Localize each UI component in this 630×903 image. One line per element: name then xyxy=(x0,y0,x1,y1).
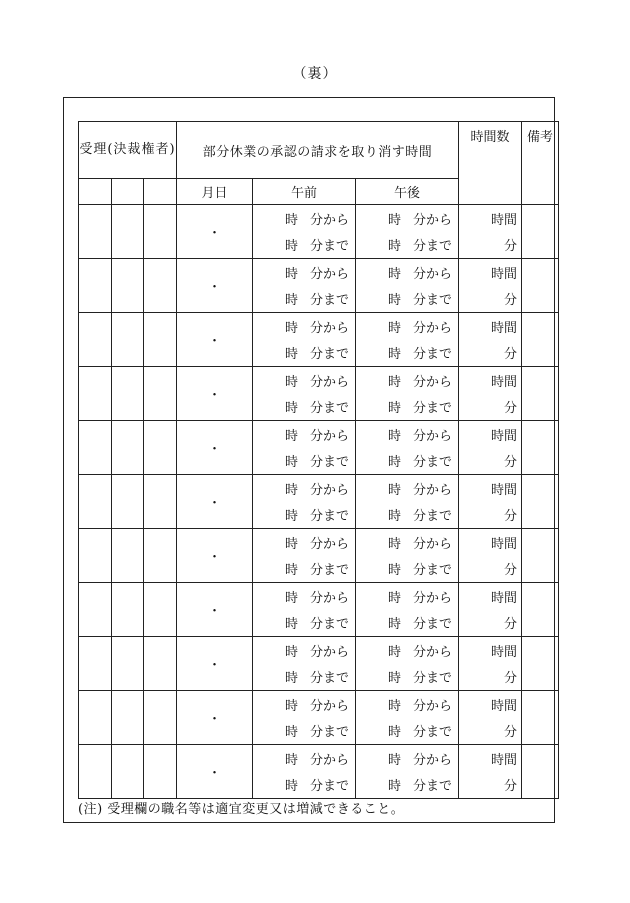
am-header: 午前 xyxy=(253,179,356,205)
am-time-cell[interactable]: 時 分から 時 分まで xyxy=(253,583,356,637)
receipt-stamp-cell-3[interactable] xyxy=(144,205,177,259)
remarks-cell[interactable] xyxy=(522,475,559,529)
date-separator: ・ xyxy=(207,280,221,295)
receipt-stamp-cell-3[interactable] xyxy=(144,421,177,475)
remarks-cell[interactable] xyxy=(522,529,559,583)
remarks-cell[interactable] xyxy=(522,745,559,799)
pm-time-cell[interactable]: 時 分から 時 分まで xyxy=(356,205,459,259)
receipt-stamp-cell-1[interactable] xyxy=(79,637,112,691)
receipt-stamp-cell-2[interactable] xyxy=(112,313,144,367)
date-cell[interactable] xyxy=(177,205,253,259)
receipt-stamp-cell-1[interactable] xyxy=(79,313,112,367)
am-time-cell[interactable]: 時 分から 時 分まで xyxy=(253,475,356,529)
cancellation-table xyxy=(78,121,559,799)
receipt-stamp-cell-2[interactable] xyxy=(112,367,144,421)
am-time-cell[interactable]: 時 分から 時 分まで xyxy=(253,205,356,259)
receipt-stamp-cell-2[interactable] xyxy=(112,691,144,745)
date-cell[interactable] xyxy=(177,367,253,421)
date-cell[interactable] xyxy=(177,259,253,313)
receipt-stamp-cell-2[interactable] xyxy=(112,421,144,475)
hours-cell[interactable]: 時間 分 xyxy=(459,637,522,691)
receipt-stamp-cell-3[interactable] xyxy=(144,745,177,799)
receipt-stamp-cell-2[interactable] xyxy=(112,745,144,799)
remarks-cell[interactable] xyxy=(522,637,559,691)
pm-time-cell[interactable]: 時 分から 時 分まで xyxy=(356,583,459,637)
date-cell[interactable] xyxy=(177,583,253,637)
hours-header: 時間数 xyxy=(459,122,522,205)
pm-time-cell[interactable]: 時 分から 時 分まで xyxy=(356,529,459,583)
am-time-cell[interactable]: 時 分から 時 分まで xyxy=(253,529,356,583)
month-day-header: 月日 xyxy=(177,179,253,205)
table-row xyxy=(79,367,559,421)
receipt-stamp-cell-1[interactable] xyxy=(79,691,112,745)
remarks-cell[interactable] xyxy=(522,313,559,367)
receipt-stamp-cell-3[interactable] xyxy=(144,583,177,637)
page-side-label: （裏） xyxy=(292,66,338,82)
hours-cell[interactable]: 時間 分 xyxy=(459,745,522,799)
receipt-stamp-cell-1[interactable] xyxy=(79,529,112,583)
remarks-cell[interactable] xyxy=(522,367,559,421)
table-row xyxy=(79,529,559,583)
am-time-cell[interactable]: 時 分から 時 分まで xyxy=(253,367,356,421)
date-cell[interactable] xyxy=(177,421,253,475)
pm-header: 午後 xyxy=(356,179,459,205)
receipt-stamp-cell-2[interactable] xyxy=(112,475,144,529)
remarks-cell[interactable] xyxy=(522,259,559,313)
hours-cell[interactable]: 時間 分 xyxy=(459,691,522,745)
remarks-cell[interactable] xyxy=(522,691,559,745)
table-row xyxy=(79,637,559,691)
date-cell[interactable] xyxy=(177,475,253,529)
am-time-cell[interactable]: 時 分から 時 分まで xyxy=(253,421,356,475)
pm-time-cell[interactable]: 時 分から 時 分まで xyxy=(356,367,459,421)
footnote: (注) 受理欄の職名等は適宜変更又は増減できること。 xyxy=(78,802,405,817)
remarks-cell[interactable] xyxy=(522,421,559,475)
pm-time-cell[interactable]: 時 分から 時 分まで xyxy=(356,259,459,313)
am-time-cell[interactable]: 時 分から 時 分まで xyxy=(253,691,356,745)
receipt-stamp-cell-1[interactable] xyxy=(79,259,112,313)
hours-cell[interactable]: 時間 分 xyxy=(459,367,522,421)
receipt-stamp-cell-2[interactable] xyxy=(112,637,144,691)
hours-cell[interactable]: 時間 分 xyxy=(459,583,522,637)
receipt-stamp-cell-3[interactable] xyxy=(144,475,177,529)
pm-time-cell[interactable]: 時 分から 時 分まで xyxy=(356,313,459,367)
receipt-stamp-cell-3[interactable] xyxy=(144,637,177,691)
table-row xyxy=(79,313,559,367)
pm-time-cell[interactable]: 時 分から 時 分まで xyxy=(356,745,459,799)
pm-time-cell[interactable]: 時 分から 時 分まで xyxy=(356,637,459,691)
table-row xyxy=(79,583,559,637)
receipt-stamp-cell-3[interactable] xyxy=(144,691,177,745)
period-header: 部分休業の承認の請求を取り消す時間 xyxy=(177,122,459,179)
date-separator: ・ xyxy=(207,658,221,673)
receipt-header: 受理(決裁権者) xyxy=(79,122,177,179)
remarks-header: 備考 xyxy=(522,122,559,205)
receipt-stamp-cell-2[interactable] xyxy=(112,529,144,583)
hours-cell[interactable]: 時間 分 xyxy=(459,421,522,475)
table-row xyxy=(79,205,559,259)
pm-time-cell[interactable]: 時 分から 時 分まで xyxy=(356,421,459,475)
receipt-stamp-cell-1[interactable] xyxy=(79,475,112,529)
remarks-cell[interactable] xyxy=(522,205,559,259)
date-separator: ・ xyxy=(207,442,221,457)
date-separator: ・ xyxy=(207,766,221,781)
receipt-stamp-cell-2[interactable] xyxy=(112,205,144,259)
receipt-stamp-header-2 xyxy=(112,179,144,205)
table-row xyxy=(79,475,559,529)
date-separator: ・ xyxy=(207,334,221,349)
receipt-stamp-cell-3[interactable] xyxy=(144,259,177,313)
receipt-stamp-cell-1[interactable] xyxy=(79,583,112,637)
date-separator: ・ xyxy=(207,226,221,241)
pm-time-cell[interactable]: 時 分から 時 分まで xyxy=(356,475,459,529)
date-cell[interactable] xyxy=(177,313,253,367)
table-row xyxy=(79,259,559,313)
date-cell[interactable] xyxy=(177,691,253,745)
date-cell[interactable] xyxy=(177,745,253,799)
date-cell[interactable] xyxy=(177,529,253,583)
remarks-cell[interactable] xyxy=(522,583,559,637)
receipt-stamp-cell-1[interactable] xyxy=(79,367,112,421)
receipt-stamp-cell-2[interactable] xyxy=(112,583,144,637)
receipt-stamp-cell-3[interactable] xyxy=(144,367,177,421)
date-separator: ・ xyxy=(207,388,221,403)
am-time-cell[interactable]: 時 分から 時 分まで xyxy=(253,637,356,691)
receipt-stamp-cell-3[interactable] xyxy=(144,529,177,583)
receipt-stamp-cell-1[interactable] xyxy=(79,205,112,259)
hours-cell[interactable]: 時間 分 xyxy=(459,205,522,259)
date-separator: ・ xyxy=(207,496,221,511)
hours-cell[interactable]: 時間 分 xyxy=(459,313,522,367)
date-separator: ・ xyxy=(207,712,221,727)
hours-cell[interactable]: 時間 分 xyxy=(459,529,522,583)
hours-cell[interactable]: 時間 分 xyxy=(459,259,522,313)
pm-time-cell[interactable]: 時 分から 時 分まで xyxy=(356,691,459,745)
receipt-stamp-header-3 xyxy=(144,179,177,205)
date-separator: ・ xyxy=(207,604,221,619)
am-time-cell[interactable]: 時 分から 時 分まで xyxy=(253,745,356,799)
date-cell[interactable] xyxy=(177,637,253,691)
am-time-cell[interactable]: 時 分から 時 分まで xyxy=(253,313,356,367)
receipt-stamp-cell-1[interactable] xyxy=(79,745,112,799)
receipt-stamp-cell-2[interactable] xyxy=(112,259,144,313)
date-separator: ・ xyxy=(207,550,221,565)
hours-cell[interactable]: 時間 分 xyxy=(459,475,522,529)
receipt-stamp-header-1 xyxy=(79,179,112,205)
table-row xyxy=(79,691,559,745)
receipt-stamp-cell-1[interactable] xyxy=(79,421,112,475)
am-time-cell[interactable]: 時 分から 時 分まで xyxy=(253,259,356,313)
table-row xyxy=(79,745,559,799)
receipt-stamp-cell-3[interactable] xyxy=(144,313,177,367)
table-row xyxy=(79,421,559,475)
